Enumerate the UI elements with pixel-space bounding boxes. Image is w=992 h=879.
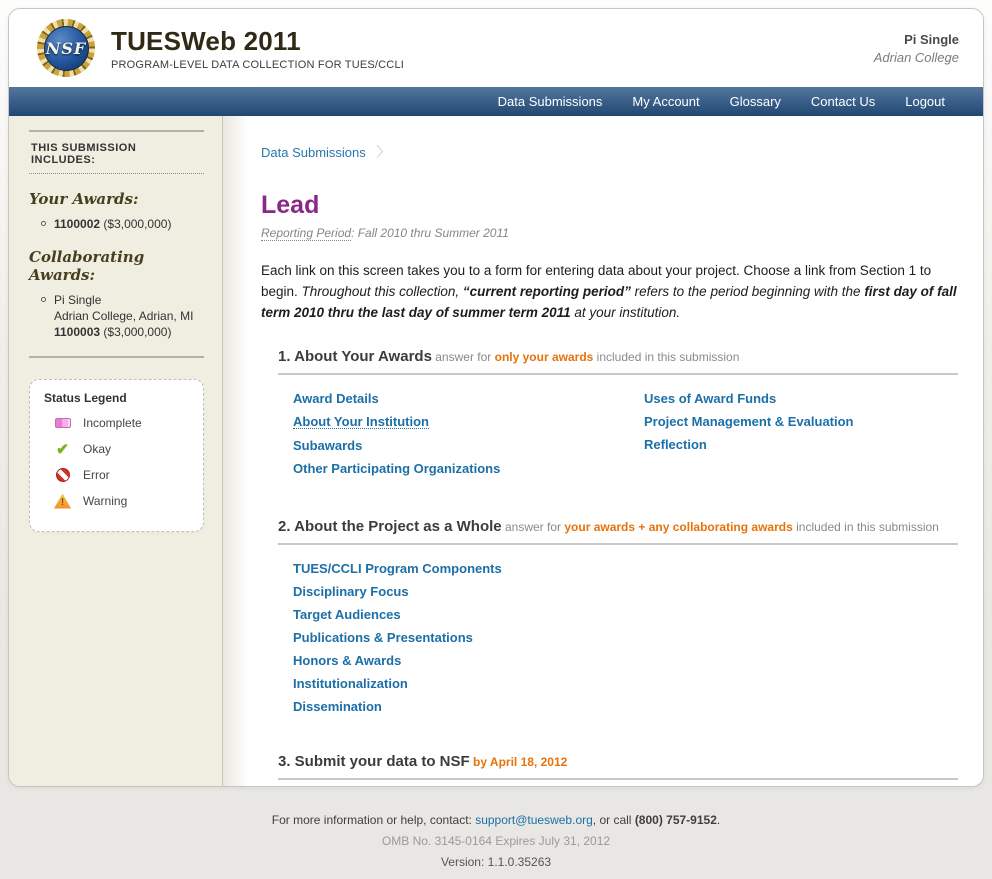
support-email-link[interactable]: support@tuesweb.org — [475, 813, 593, 827]
reporting-period-label: Reporting Period — [261, 226, 352, 240]
header — [9, 9, 983, 87]
section-submit-data — [278, 753, 958, 780]
answer-suffix-text: included in this submission — [593, 350, 740, 364]
section-heading — [278, 348, 958, 365]
legend-item-okay — [54, 440, 191, 458]
link-reflection[interactable]: Reflection — [644, 437, 707, 452]
error-icon — [54, 468, 71, 482]
due-date: by April 18, 2012 — [469, 755, 568, 769]
breadcrumb — [261, 142, 967, 162]
app-window — [8, 8, 984, 787]
section-title: 1. About Your Awards — [278, 348, 432, 365]
your-awards-heading: Your Awards: — [29, 190, 139, 208]
warning-icon — [54, 494, 71, 509]
legend-item-warning — [54, 492, 191, 510]
link-disciplinary-focus[interactable]: Disciplinary Focus — [293, 584, 409, 599]
answer-suffix-text: included in this submission — [792, 520, 939, 534]
section-heading — [278, 753, 958, 770]
reporting-period — [261, 226, 967, 240]
collab-pi: Pi Single — [54, 293, 102, 307]
answer-for-text: answer for — [431, 350, 495, 364]
collab-org: Adrian College, Adrian, MI — [54, 309, 194, 323]
footer — [0, 787, 992, 869]
intro-italic: refers to the period beginning with the — [630, 284, 865, 299]
page-title: Lead — [261, 191, 320, 219]
nav-item-data-submissions[interactable]: Data Submissions — [497, 94, 603, 109]
collab-award-entry — [54, 292, 193, 340]
link-dissemination[interactable]: Dissemination — [293, 699, 382, 714]
nav-item-logout[interactable]: Logout — [905, 94, 945, 109]
section-about-project-whole — [278, 518, 958, 723]
version-line: Version: 1.1.0.35263 — [440, 855, 552, 869]
intro-italic: at your institution. — [570, 305, 681, 320]
submission-includes-title: THIS SUBMISSION INCLUDES: — [29, 132, 204, 174]
footer-contact-line — [0, 813, 992, 827]
title-block — [111, 26, 404, 71]
list-item — [41, 216, 206, 232]
nsf-logo-text: NSF — [45, 38, 87, 58]
legend-item-incomplete — [54, 414, 191, 432]
link-other-participating-organizations[interactable]: Other Participating Organizations — [293, 461, 501, 476]
award-amount: ($3,000,000) — [100, 217, 172, 231]
nav-item-contact-us[interactable]: Contact Us — [810, 94, 876, 109]
link-tues-ccli-program-components[interactable]: TUES/CCLI Program Components — [293, 561, 502, 576]
reporting-period-value: : Fall 2010 thru Summer 2011 — [351, 226, 509, 240]
intro-paragraph — [261, 260, 967, 323]
user-name: Pi Single — [904, 31, 959, 47]
award-number: 1100003 — [54, 325, 101, 339]
user-info — [874, 32, 959, 65]
sidebar — [9, 116, 223, 787]
section-links — [293, 392, 958, 485]
app-title: TUESWeb 2011 — [111, 25, 301, 56]
intro-bold-quote: “current reporting period” — [462, 284, 631, 299]
award-amount: ($3,000,000) — [100, 325, 172, 339]
collaborating-awards-heading: Collaborating Awards: — [29, 248, 145, 284]
sidebar-divider — [29, 356, 204, 358]
section-title: 2. About the Project as a Whole — [278, 518, 502, 535]
list-item — [41, 292, 206, 340]
nsf-logo-icon — [37, 19, 95, 77]
link-award-details[interactable]: Award Details — [293, 391, 379, 406]
user-organization: Adrian College — [873, 49, 959, 65]
legend-label: Error — [83, 468, 110, 482]
answer-for-text: answer for — [501, 520, 565, 534]
link-about-your-institution[interactable]: About Your Institution — [293, 414, 429, 429]
link-publications-presentations[interactable]: Publications & Presentations — [293, 630, 473, 645]
section-rule — [278, 373, 958, 375]
status-legend-title: Status Legend — [44, 391, 127, 405]
status-legend — [29, 379, 204, 532]
legend-label: Incomplete — [83, 416, 142, 430]
intro-bold-range: first day of fall term 2010 thru the last day of summer term 2011 — [261, 284, 957, 320]
link-subawards[interactable]: Subawards — [293, 438, 363, 453]
section-rule — [278, 778, 958, 780]
link-uses-of-award-funds[interactable]: Uses of Award Funds — [644, 391, 777, 406]
section-about-your-awards — [278, 348, 958, 485]
legend-item-error — [54, 466, 191, 484]
link-project-management-evaluation[interactable]: Project Management & Evaluation — [644, 414, 854, 429]
link-target-audiences[interactable]: Target Audiences — [293, 607, 401, 622]
legend-label: Okay — [83, 442, 112, 456]
footer-text: . — [716, 813, 721, 827]
answer-highlight: only your awards — [494, 350, 594, 364]
main-content — [223, 116, 984, 787]
link-honors-awards[interactable]: Honors & Awards — [293, 653, 402, 668]
your-award-entry — [54, 216, 171, 232]
award-number: 1100002 — [54, 217, 101, 231]
breadcrumb-link-data-submissions[interactable]: Data Submissions — [261, 145, 366, 160]
intro-italic: Throughout this collection, — [301, 284, 463, 299]
incomplete-icon — [54, 418, 71, 428]
nav-item-glossary[interactable]: Glossary — [729, 94, 781, 109]
okay-check-icon: ✔ — [56, 441, 69, 458]
app-subtitle: PROGRAM-LEVEL DATA COLLECTION FOR TUES/CCLI — [111, 58, 405, 71]
main-nav — [9, 87, 983, 116]
section-links — [293, 562, 958, 723]
bullet-icon — [41, 221, 46, 226]
link-institutionalization[interactable]: Institutionalization — [293, 676, 408, 691]
nsf-globe-icon — [44, 26, 89, 71]
bullet-icon — [41, 297, 46, 302]
nav-item-my-account[interactable]: My Account — [632, 94, 700, 109]
legend-label: Warning — [83, 494, 128, 508]
support-phone: (800) 757-9152 — [634, 813, 717, 827]
section-title: 3. Submit your data to NSF — [278, 753, 470, 770]
footer-text: For more information or help, contact: — [271, 813, 476, 827]
section-heading — [278, 518, 958, 535]
omb-line: OMB No. 3145-0164 Expires July 31, 2012 — [381, 834, 611, 848]
answer-highlight: your awards + any collaborating awards — [564, 520, 793, 534]
intro-sentence: Each link on this screen takes you to a form for entering data about your project. Choose a link from Section 1 to begin. — [261, 263, 932, 299]
chevron-right-icon: 〉 — [376, 144, 391, 160]
footer-text: , or call — [592, 813, 635, 827]
section-rule — [278, 543, 958, 545]
